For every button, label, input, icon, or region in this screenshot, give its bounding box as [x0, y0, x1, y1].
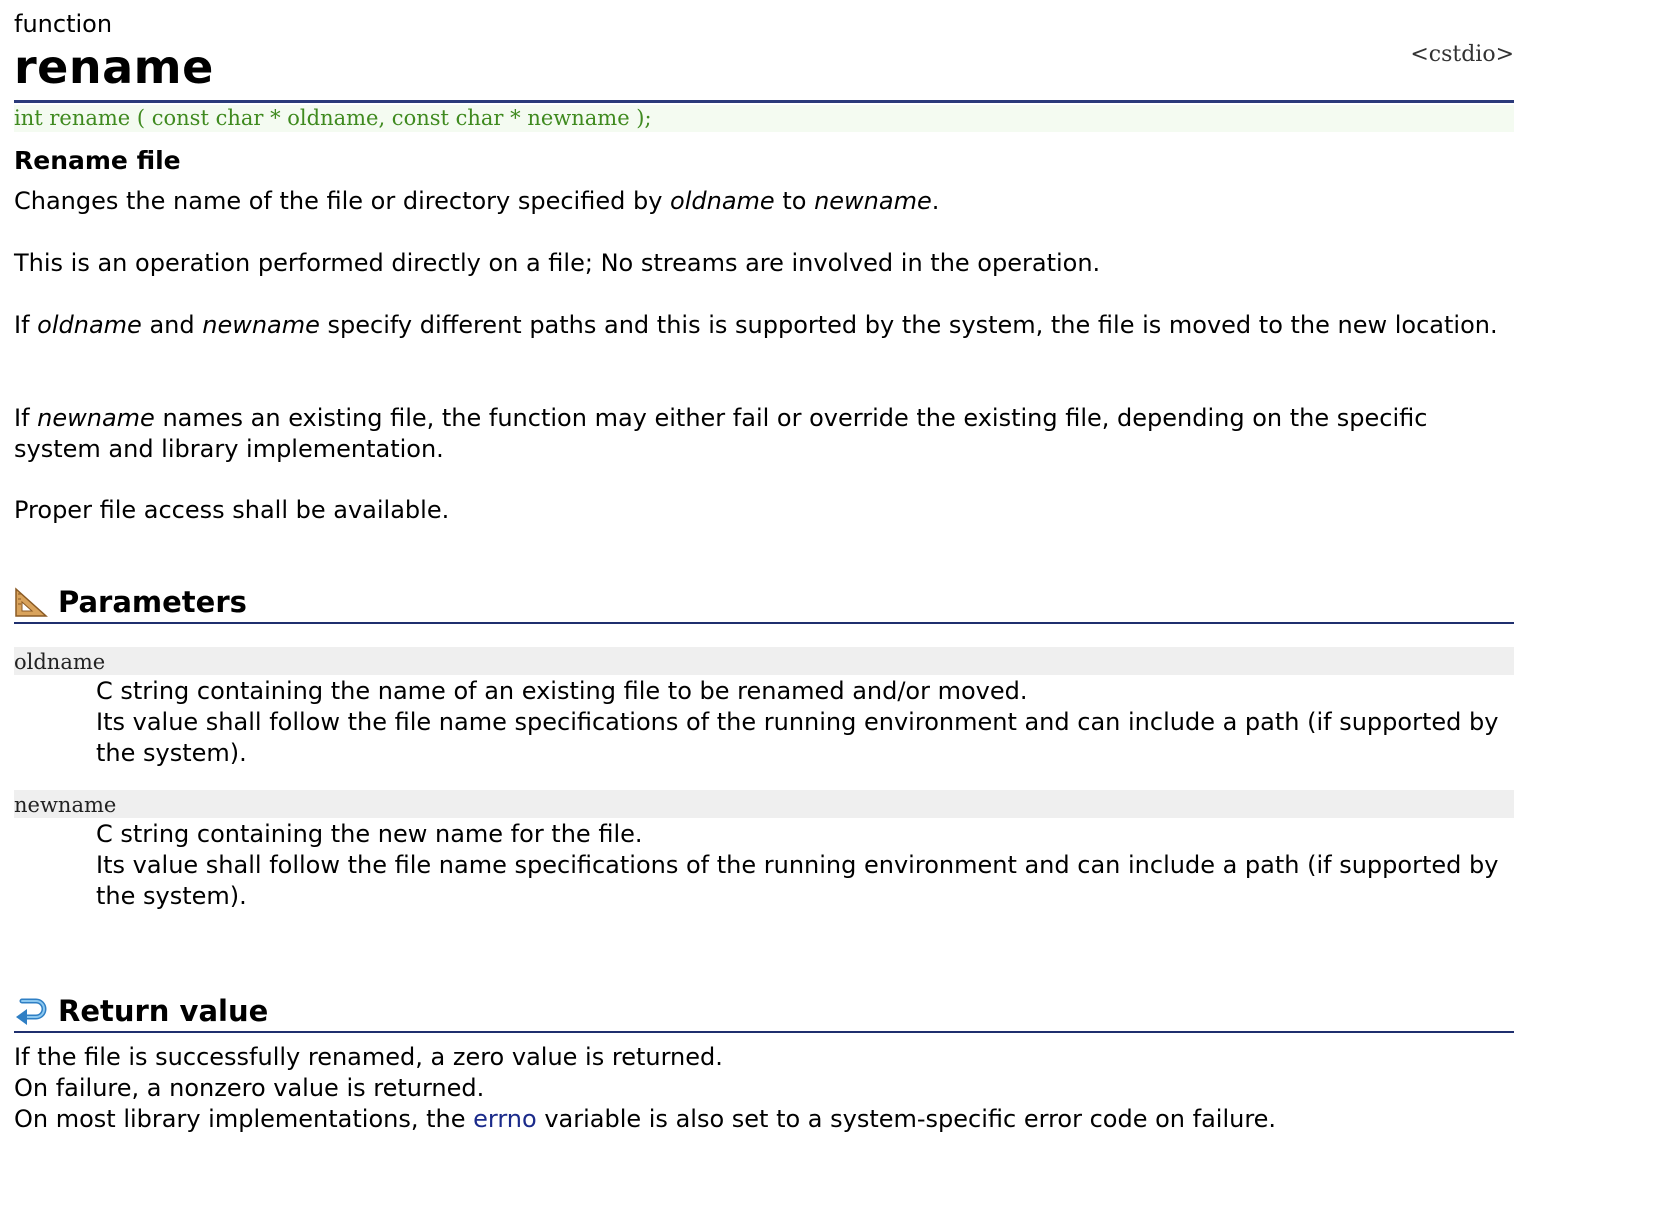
- param-desc-line: Its value shall follow the file name specifications of the running environment and can include a path (if supported by the system).: [96, 708, 1499, 767]
- header-file-link[interactable]: <cstdio>: [1410, 42, 1514, 67]
- param-desc-newname: [96, 819, 1516, 912]
- return-value-heading: Return value: [58, 994, 269, 1028]
- text-span: If: [14, 311, 38, 339]
- description-paragraph-2: This is an operation performed directly on a file; No streams are involved in the operation.: [14, 249, 1101, 277]
- function-prototype: int rename ( const char * oldname, const char * newname );: [14, 105, 1514, 132]
- param-name-oldname: oldname: [14, 647, 1514, 675]
- description-paragraph-3: [14, 310, 1514, 341]
- function-summary: Rename file: [14, 146, 181, 175]
- text-span: .: [931, 187, 940, 215]
- parameters-section-header: [14, 582, 1514, 622]
- param-ref-oldname: oldname: [37, 311, 142, 339]
- return-value-line: [14, 1104, 1514, 1135]
- return-value-text: [14, 1042, 1514, 1135]
- param-desc-oldname: [96, 676, 1516, 769]
- text-span: and: [141, 311, 203, 339]
- description-paragraph-1: [14, 186, 1514, 217]
- return-arrow-icon: [14, 995, 48, 1027]
- text-span: variable is also set to a system-specific error code on failure.: [536, 1105, 1277, 1133]
- text-span: specify different paths and this is supported by the system, the file is moved to the new location.: [319, 311, 1498, 339]
- return-value-line: On failure, a nonzero value is returned.: [14, 1074, 485, 1102]
- text-span: On most library implementations, the: [14, 1105, 474, 1133]
- text-span: to: [774, 187, 815, 215]
- section-divider: [14, 1031, 1514, 1033]
- param-desc-line: C string containing the name of an existing file to be renamed and/or moved.: [96, 677, 1028, 705]
- set-square-icon: [14, 586, 48, 618]
- page-title: rename: [14, 40, 214, 94]
- errno-link[interactable]: errno: [473, 1105, 537, 1133]
- text-span: names an existing file, the function may either fail or override the existing file, depending on the specific system and library implementation.: [14, 404, 1428, 463]
- title-divider: [14, 100, 1514, 103]
- section-divider: [14, 622, 1514, 624]
- description-paragraph-4: [14, 403, 1514, 465]
- param-ref-newname: newname: [814, 187, 932, 215]
- param-ref-oldname: oldname: [670, 187, 775, 215]
- param-ref-newname: newname: [202, 311, 320, 339]
- param-name-newname: newname: [14, 790, 1514, 818]
- param-desc-line: C string containing the new name for the file.: [96, 820, 643, 848]
- description-paragraph-5: Proper file access shall be available.: [14, 496, 450, 524]
- entity-kind: function: [14, 10, 113, 38]
- parameters-heading: Parameters: [58, 585, 247, 619]
- param-desc-line: Its value shall follow the file name specifications of the running environment and can include a path (if supported by the system).: [96, 851, 1499, 910]
- text-span: If: [14, 404, 38, 432]
- return-value-line: If the file is successfully renamed, a zero value is returned.: [14, 1043, 723, 1071]
- param-ref-newname: newname: [37, 404, 155, 432]
- return-value-section-header: [14, 991, 1514, 1031]
- text-span: Changes the name of the file or directory specified by: [14, 187, 671, 215]
